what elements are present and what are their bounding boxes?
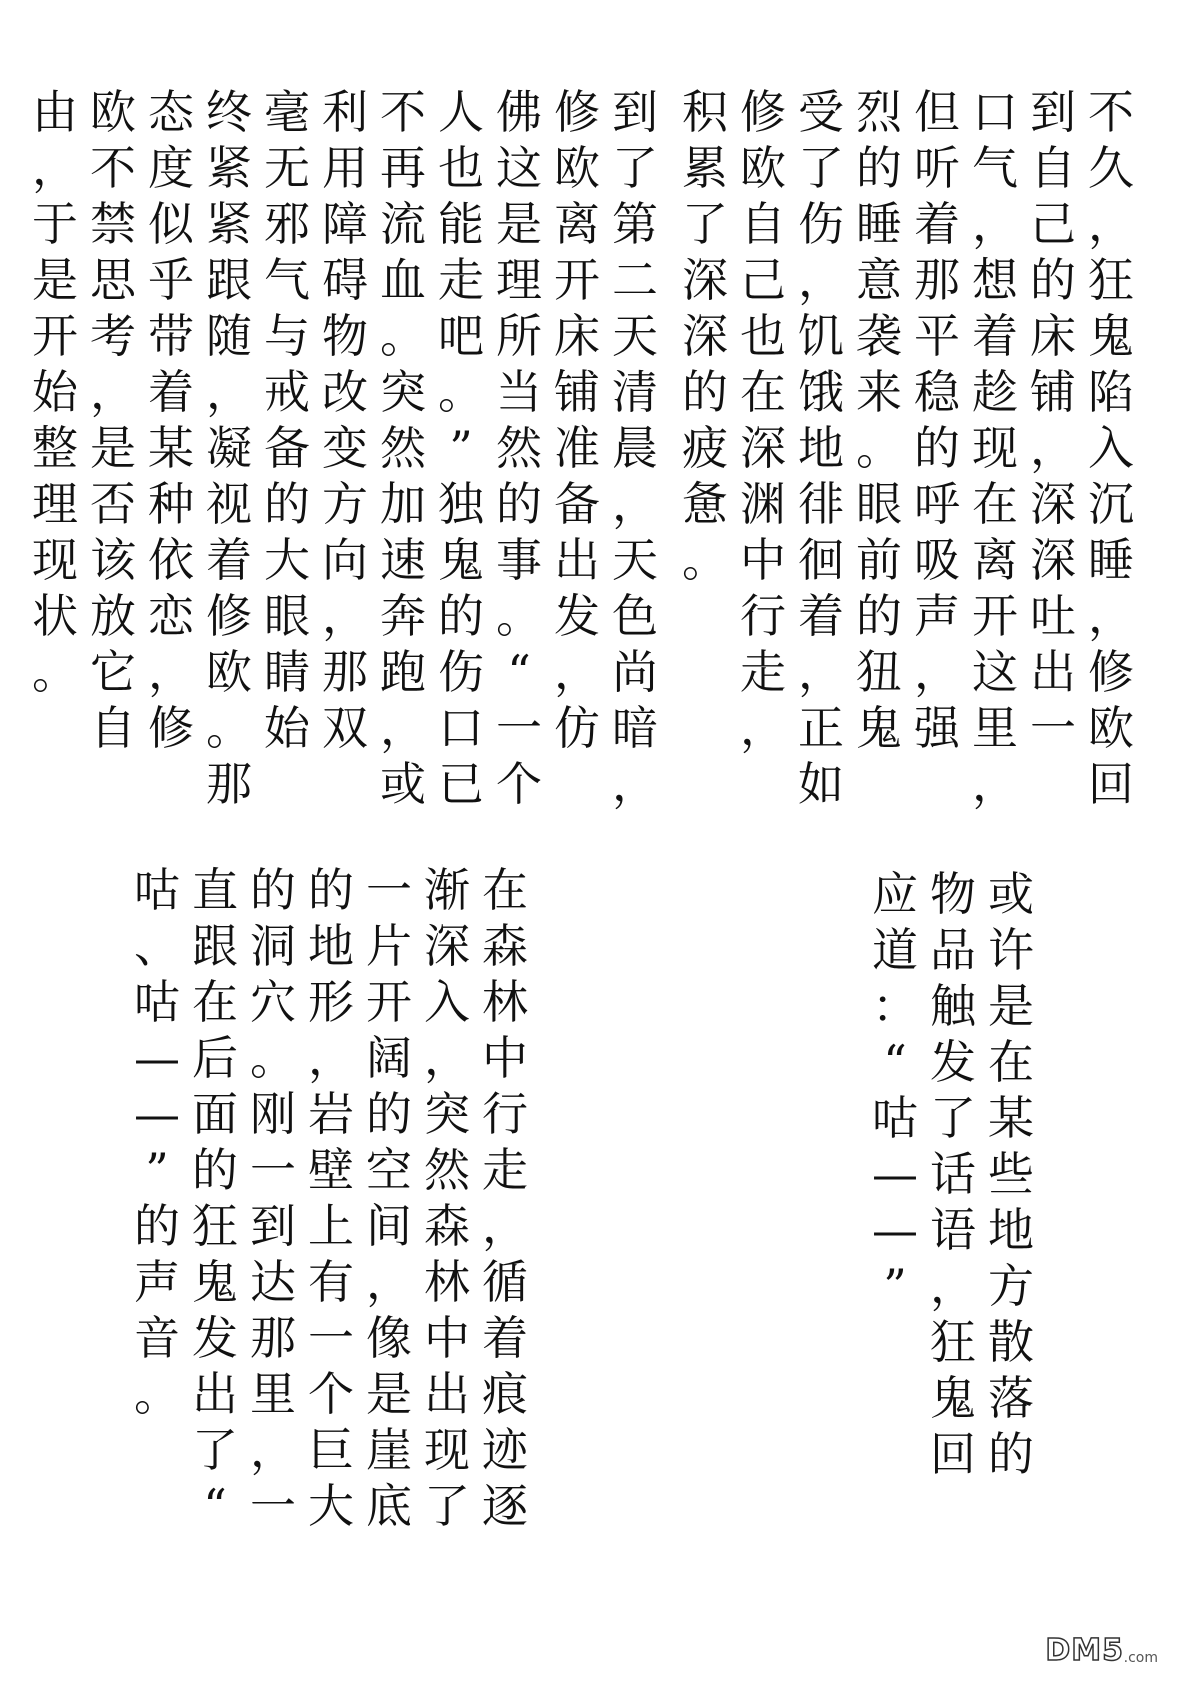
text-column: 的 洞 穴 。 刚 一 到 达 那 里 ， 一 <box>250 863 296 1533</box>
text-column: 但 听 着 那 平 稳 的 呼 吸 声 ， 强 <box>914 85 960 755</box>
text-column: 在 森 林 中 行 走 ， 循 着 痕 迹 逐 <box>482 863 528 1533</box>
text-column: 态 度 似 乎 带 着 某 种 依 恋 ， 修 <box>148 85 194 755</box>
watermark-logo-text: DM5 <box>1045 1633 1124 1668</box>
text-column: 或 许 是 在 某 些 地 方 散 落 的 <box>988 867 1034 1481</box>
text-block-bottom-left <box>128 862 534 1534</box>
text-block-top-right <box>676 84 1140 812</box>
text-column: 烈 的 睡 意 袭 来 。 眼 前 的 狃 鬼 <box>856 85 902 755</box>
text-column: 人 也 能 走 吧 。 ” 独 鬼 的 伤 口 已 <box>438 85 484 811</box>
text-column: 口 气 ， 想 着 趁 现 在 离 开 这 里 ， <box>972 85 1018 811</box>
text-column: 欧 不 禁 思 考 ， 是 否 该 放 它 自 <box>90 85 136 755</box>
text-column: 到 了 第 二 天 清 晨 ， 天 色 尚 暗 ， <box>612 85 658 811</box>
text-column: 修 欧 离 开 床 铺 准 备 出 发 ， 仿 <box>554 85 600 755</box>
text-column: 咕 、 咕 — — ” 的 声 音 。 <box>134 863 180 1421</box>
text-column: 终 紧 紧 跟 随 ， 凝 视 着 修 欧 。 那 <box>206 85 252 811</box>
text-block-top-left <box>26 84 664 812</box>
text-column: 的 地 形 ， 岩 壁 上 有 一 个 巨 大 <box>308 863 354 1533</box>
text-column: 直 跟 在 后 面 的 狂 鬼 发 出 了 “ <box>192 863 238 1533</box>
text-column: 受 了 伤 ， 饥 饿 地 徘 徊 着 ， 正 如 <box>798 85 844 811</box>
text-column: 不 久 ， 狂 鬼 陷 入 沉 睡 ， 修 欧 回 <box>1088 85 1134 811</box>
text-column: 佛 这 是 理 所 当 然 的 事 。 “ 一 个 <box>496 85 542 811</box>
text-column: 由 ， 于 是 开 始 整 理 现 状 。 <box>32 85 78 699</box>
text-column: 应 道 ： “ 咕 — — ” <box>872 867 918 1313</box>
text-column: 修 欧 自 己 也 在 深 渊 中 行 走 ， <box>740 85 786 755</box>
text-column: 不 再 流 血 。 突 然 加 速 奔 跑 ， 或 <box>380 85 426 811</box>
text-column: 利 用 障 碍 物 改 变 方 向 ， 那 双 <box>322 85 368 755</box>
text-block-bottom-right <box>866 866 1040 1482</box>
text-column: 渐 深 入 ， 突 然 森 林 中 出 现 了 <box>424 863 470 1533</box>
text-column: 积 累 了 深 深 的 疲 惫 。 <box>682 85 728 587</box>
watermark-suffix: .com <box>1123 1650 1158 1666</box>
text-column: 毫 无 邪 气 与 戒 备 的 大 眼 睛 始 <box>264 85 310 755</box>
text-column: 物 品 触 发 了 话 语 ， 狂 鬼 回 <box>930 867 976 1481</box>
text-column: 一 片 开 阔 的 空 间 ， 像 是 崖 底 <box>366 863 412 1533</box>
site-watermark <box>1036 1633 1176 1690</box>
text-column: 到 自 己 的 床 铺 ， 深 深 吐 出 一 <box>1030 85 1076 755</box>
